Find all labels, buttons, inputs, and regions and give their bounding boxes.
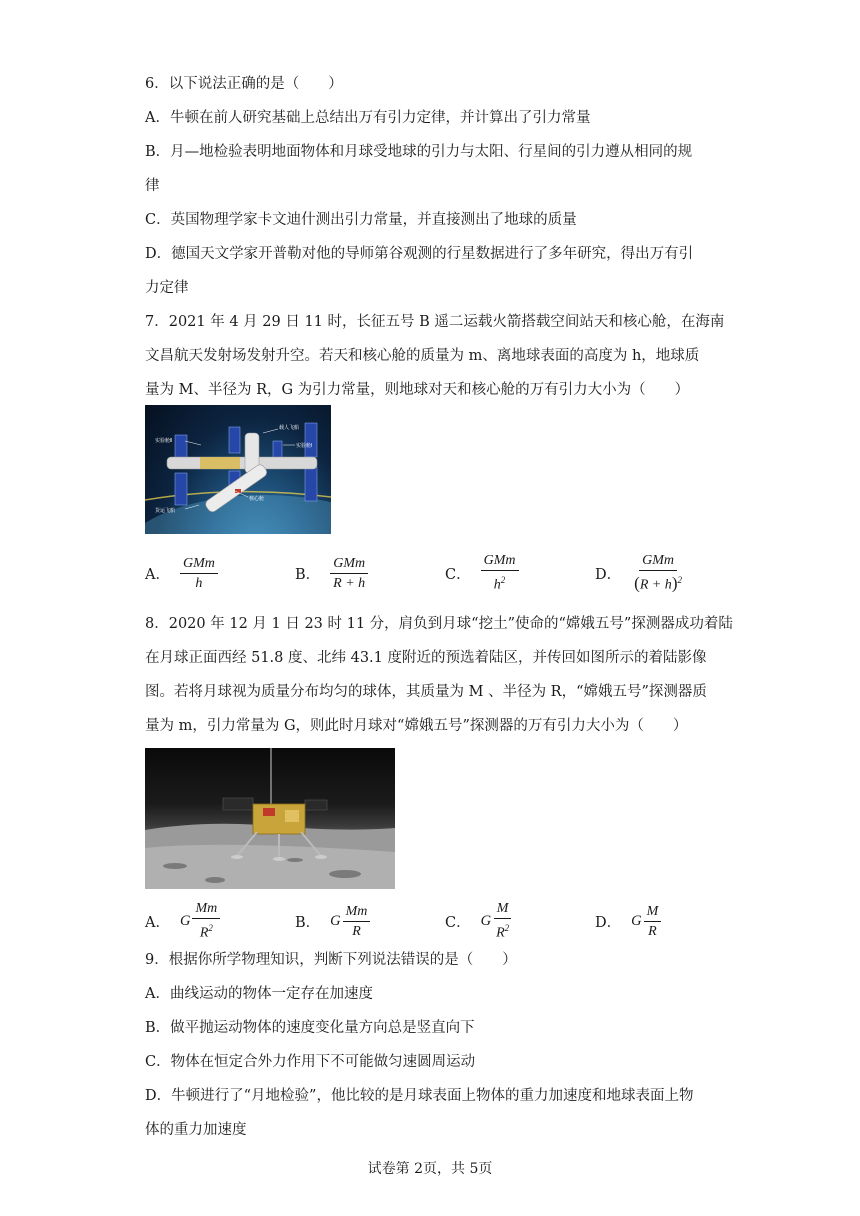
q8-stem-line4: 量为 m，引力常量为 G，则此时月球对“嫦娥五号”探测器的万有引力大小为（ ） (145, 718, 688, 734)
q9-option-a: A．曲线运动的物体一定存在加速度 (145, 986, 373, 1002)
numerator: GMm (330, 555, 368, 574)
denominator (491, 571, 509, 594)
label-crew-ship: 载人飞船 (279, 425, 300, 431)
denominator: R (648, 923, 657, 939)
den-exponent: 2 (500, 575, 506, 586)
q8-option-c (445, 898, 512, 944)
q9-option-b: B．做平抛运动物体的速度变化量方向总是竖直向下 (145, 1020, 475, 1036)
q6-stem: 6．以下说法正确的是（ ） (145, 76, 343, 92)
q6-option-b-line1: B．月—地检验表明地面物体和月球受地球的引力与太阳、行星间的引力遵从相同的规 (145, 144, 693, 160)
den-exponent: 2 (504, 923, 510, 934)
q7-option-b (295, 550, 368, 596)
den-base: R + h (639, 577, 672, 593)
option-label: D． (595, 914, 622, 931)
numerator: GMm (481, 552, 519, 571)
q9-option-d-line1: D．牛顿进行了“月地检验”，他比较的是月球表面上物体的重力加速度和地球表面上物 (145, 1088, 694, 1104)
numerator: Mm (343, 903, 371, 922)
q7-options (145, 550, 725, 596)
numerator: M (644, 903, 662, 922)
option-label: B． (295, 566, 321, 583)
q7-option-a (145, 550, 218, 596)
den-base: R (496, 925, 505, 941)
denominator: R (352, 923, 361, 939)
space-station-illustration (145, 405, 331, 534)
option-label: B． (295, 914, 321, 931)
fraction (192, 900, 220, 942)
q7-stem-line1: 7．2021 年 4 月 29 日 11 时，长征五号 B 遥二运载火箭搭载空间站天和核心舱，在海南 (145, 314, 725, 330)
q8-options (145, 898, 725, 944)
q9-option-d-line2: 体的重力加速度 (145, 1122, 247, 1138)
numerator: M (494, 900, 512, 919)
denominator: R + h (333, 575, 366, 591)
denominator (197, 919, 216, 942)
q6-option-d-line2: 力定律 (145, 280, 189, 296)
den-exponent: 2 (208, 923, 213, 934)
q7-option-c (445, 550, 519, 596)
coefficient: G (179, 912, 191, 929)
fraction (180, 555, 218, 592)
label-lab-module-2: 实验舱Ⅱ (155, 438, 173, 444)
page-footer: 试卷第 2页，共 5页 (367, 1161, 493, 1177)
label-cargo-ship: 货运飞船 (155, 508, 176, 514)
q8-option-b (295, 898, 370, 944)
denominator: h (195, 575, 203, 591)
q6-option-a: A．牛顿在前人研究基础上总结出万有引力定律，并计算出了引力常量 (145, 110, 591, 126)
q7-stem-line2: 文昌航天发射场发射升空。若天和核心舱的质量为 m、离地球表面的高度为 h，地球质 (145, 348, 700, 364)
coefficient: G (631, 912, 642, 929)
den-exponent: 2 (677, 575, 682, 586)
q8-option-d (595, 898, 661, 944)
label-lab-module-1: 实验舱Ⅰ (296, 443, 313, 449)
coefficient: G (330, 912, 341, 929)
fraction (481, 552, 519, 594)
option-label: C． (445, 566, 471, 583)
q6-option-d-line1: D．德国天文学家开普勒对他的导师第谷观测的行星数据进行了多年研究，得出万有引 (145, 246, 694, 262)
lander-illustration (145, 748, 395, 889)
q9-stem: 9．根据你所学物理知识，判断下列说法错误的是（ ） (145, 952, 517, 968)
lander-image (145, 748, 395, 889)
fraction (631, 552, 685, 594)
den-base: R (199, 925, 209, 941)
denominator (493, 919, 512, 942)
q8-stem-line1: 8．2020 年 12 月 1 日 23 时 11 分，肩负到月球“挖土”使命的“嫦娥五号”探测器成功着陆 (145, 616, 733, 632)
option-label: C． (445, 914, 471, 931)
option-label: D． (595, 566, 622, 583)
fraction (330, 555, 368, 592)
option-label: A． (145, 914, 170, 931)
q8-option-a (145, 898, 220, 944)
label-core-module: 核心舱 (249, 496, 265, 502)
q6-option-b-line2: 律 (145, 178, 160, 194)
q7-option-d (595, 550, 685, 596)
fraction (644, 903, 662, 940)
q9-option-c: C．物体在恒定合外力作用下不可能做匀速圆周运动 (145, 1054, 476, 1070)
space-station-image (145, 405, 331, 534)
coefficient: G (480, 912, 492, 929)
numerator: GMm (639, 552, 677, 571)
q8-stem-line3: 图。若将月球视为质量分布均匀的球体，其质量为 M 、半径为 R，“嫦娥五号”探测器质 (145, 684, 707, 700)
fraction (343, 903, 371, 940)
q6-option-c: C．英国物理学家卡文迪什测出引力常量，并直接测出了地球的质量 (145, 212, 577, 228)
denominator: $(R + h)^2$ (634, 573, 682, 593)
numerator: Mm (192, 900, 220, 919)
den-base: h (493, 577, 501, 593)
option-label: A． (145, 566, 170, 583)
numerator: GMm (180, 555, 218, 574)
q7-stem-line3: 量为 M、半径为 R，G 为引力常量，则地球对天和核心舱的万有引力大小为（ ） (145, 382, 690, 398)
fraction (493, 900, 512, 942)
q8-stem-line2: 在月球正面西经 51.8 度、北纬 43.1 度附近的预选着陆区，并传回如图所示的着陆影像 (145, 650, 707, 666)
